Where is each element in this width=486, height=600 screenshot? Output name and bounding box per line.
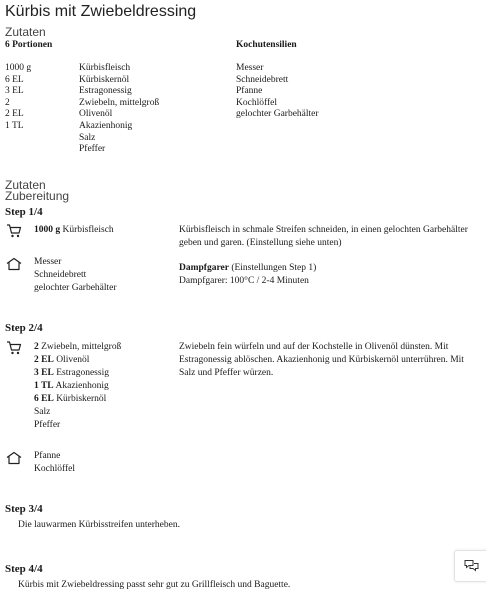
ingredient-item: Kürbisfleisch: [79, 63, 131, 73]
step-tool: gelochter Garbehälter: [34, 283, 117, 293]
step-ingredient: 1000 g Kürbisfleisch: [34, 225, 114, 235]
step-tool: Pfanne: [34, 451, 61, 461]
step-1-heading: Step 1/4: [5, 206, 43, 218]
feedback-button[interactable]: [454, 550, 486, 582]
step-2-ingredient-list: [34, 341, 121, 432]
ingredient-item: Olivenöl: [79, 109, 113, 120]
step-ingredient: 3 EL Estragonessig: [34, 368, 109, 378]
utensil-item: gelochter Garbehälter: [236, 109, 319, 120]
utensil-item: Messer: [236, 63, 264, 73]
utensils-label: Kochutensilien: [236, 40, 297, 50]
step-3-heading: Step 3/4: [5, 503, 43, 515]
utensil-item: Pfanne: [236, 86, 263, 97]
step-2-description: Zwiebeln fein würfeln und auf der Kochstelle in Olivenöl dünsten. Mit Estragonessig ablöschen. Akazienhonig und Kürbiskernöl unterrühren. Mit Salz und Pfeffer würzen.: [179, 342, 464, 378]
step-1-ingredient-list: [34, 224, 114, 237]
ingredient-item: Pfeffer: [79, 144, 106, 155]
cooking-pot-icon: [6, 450, 22, 466]
portions-label: 6 Portionen: [5, 40, 53, 50]
step-1-description: Kürbisfleisch in schmale Streifen schneiden, in einen gelochten Garbehälter geben und garen. (Einstellung siehe unten): [179, 225, 468, 248]
step-2-tool-list: [34, 450, 75, 476]
ingredient-item: Kürbiskernöl: [79, 74, 130, 85]
preparation-heading: [5, 180, 69, 202]
quantity-item: 3 EL: [5, 86, 24, 97]
step-ingredient: 2 EL Olivenöl: [34, 355, 90, 365]
step-ingredient: Pfeffer: [34, 420, 61, 430]
ingredient-item: Estragonessig: [79, 86, 132, 97]
ingredient-column: [79, 63, 159, 156]
preparation-heading-line2: Zubereitung: [5, 189, 70, 203]
quantity-item: 2: [5, 97, 10, 108]
utensil-column: [236, 63, 319, 121]
step-4-heading: Step 4/4: [5, 563, 43, 575]
shopping-cart-icon: [6, 340, 22, 356]
quantity-item: 2 EL: [5, 109, 24, 120]
step-2-heading: Step 2/4: [5, 322, 43, 334]
utensil-item: Schneidebrett: [236, 74, 289, 85]
ingredient-item: Salz: [79, 132, 96, 143]
step-tool: Schneidebrett: [34, 270, 87, 280]
ingredient-item: Akazienhonig: [79, 120, 133, 131]
quantity-column: [5, 63, 31, 133]
step-ingredient: 1 TL Akazienhonig: [34, 381, 109, 391]
step-ingredient: 2 Zwiebeln, mittelgroß: [34, 342, 122, 352]
feedback-chat-icon: [464, 559, 479, 573]
step-3-description: Die lauwarmen Kürbisstreifen unterheben.: [18, 520, 180, 530]
cooking-pot-icon: [6, 256, 22, 272]
quantity-item: 1 TL: [5, 120, 24, 131]
step-1-tool-list: [34, 256, 117, 295]
shopping-cart-icon: [6, 223, 22, 239]
step-tool: Kochlöffel: [34, 464, 75, 474]
preparation-heading-line1: Zutaten: [5, 178, 46, 192]
quantity-item: 1000 g: [5, 63, 32, 73]
step-1-setting-heading: Dampfgarer (Einstellungen Step 1): [179, 263, 317, 273]
step-1-setting-value: Dampfgarer: 100°C / 2-4 Minuten: [179, 276, 309, 286]
ingredients-heading: Zutaten: [5, 25, 46, 39]
step-4-description: Kürbis mit Zwiebeldressing passt sehr gut zu Grillfleisch und Baguette.: [18, 580, 291, 590]
step-ingredient: Salz: [34, 407, 51, 417]
ingredient-item: Zwiebeln, mittelgroß: [79, 97, 160, 108]
step-ingredient: 6 EL Kürbiskernöl: [34, 394, 107, 404]
utensil-item: Kochlöffel: [236, 97, 277, 108]
recipe-title: Kürbis mit Zwiebeldressing: [5, 3, 197, 20]
quantity-item: 6 EL: [5, 74, 24, 85]
step-tool: Messer: [34, 257, 62, 267]
